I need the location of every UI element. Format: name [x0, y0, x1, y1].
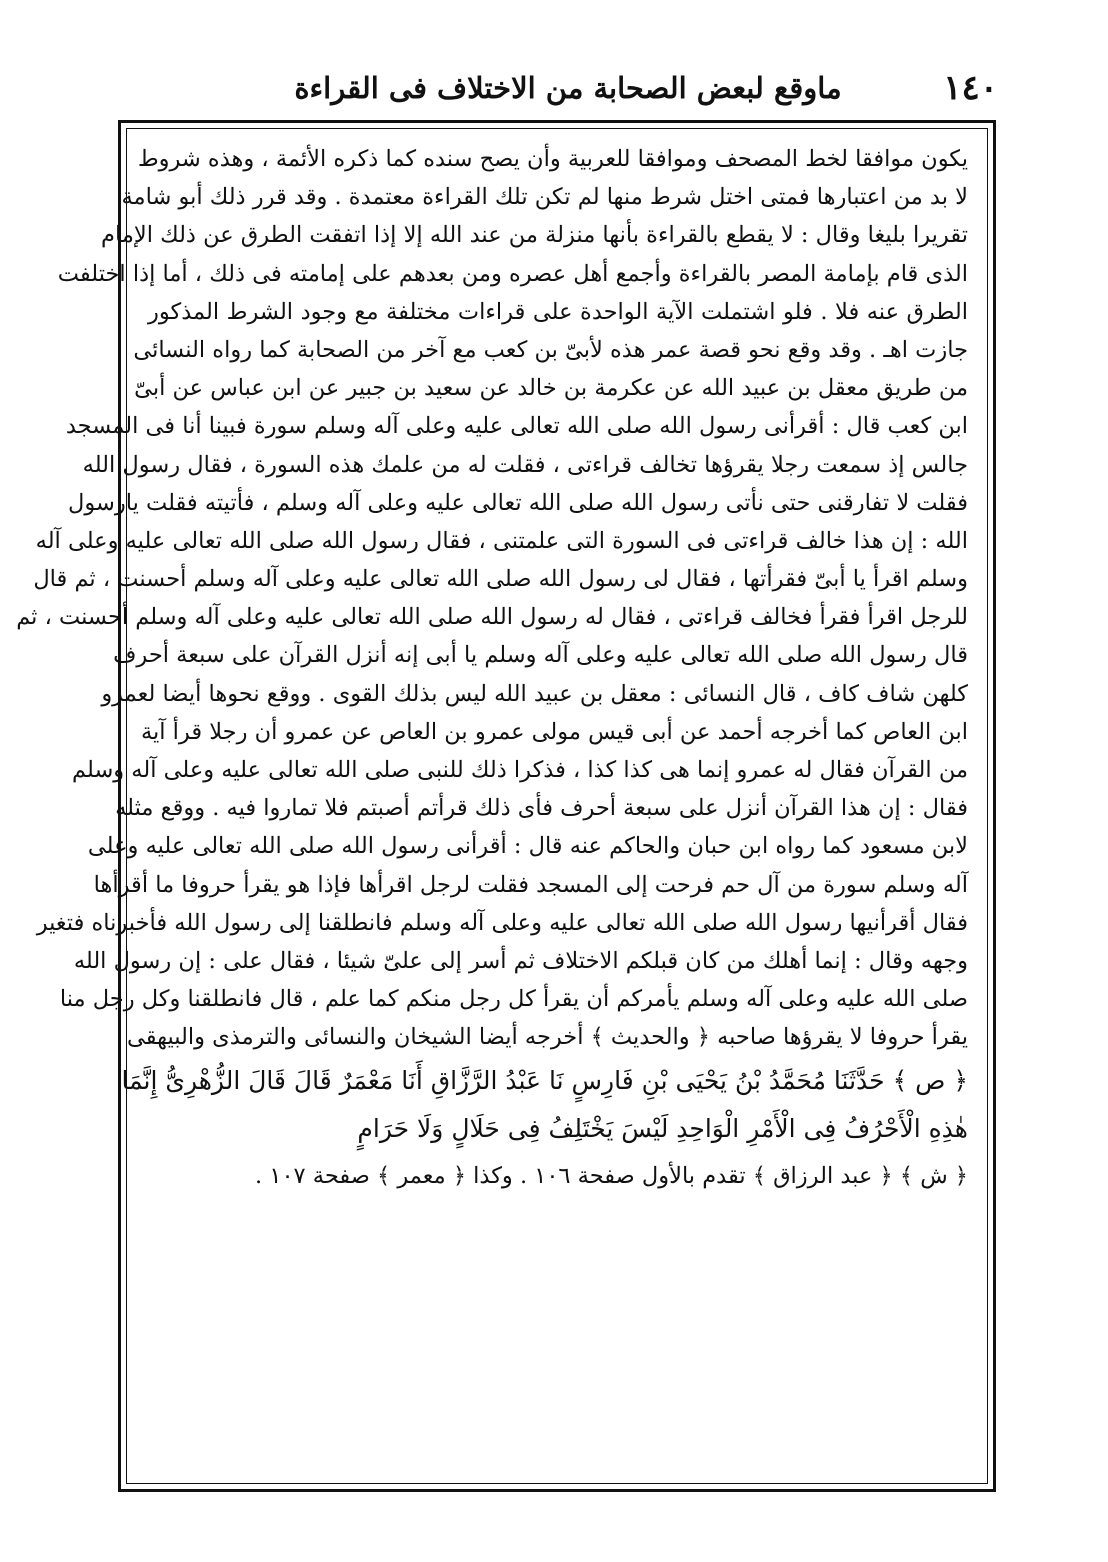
text-line: جالس إذ سمعت رجلا يقرؤها تخالف قراءتى ، فقلت له من علمك هذه السورة ، فقال رسول الله — [82, 451, 968, 478]
text-line: قال رسول الله صلى الله تعالى عليه وعلى آله وسلم يا أبى إنه أنزل القرآن على سبعة أحرف — [113, 642, 968, 669]
text-line: لا بد من اعتبارها فمتى اختل شرط منها لم تكن تلك القراءة معتمدة . وقد قرر ذلك أبو شامة — [121, 184, 968, 211]
text-line: الذى قام بإمامة المصر بالقراءة وأجمع أهل عصره ومن بعدهم على إمامته فى ذلك ، أما إذا اختلفت — [57, 260, 968, 287]
text-line: الطرق عنه فلا . فلو اشتملت الآية الواحدة على قراءات مختلفة مع وجود الشرط المذكور — [148, 298, 968, 325]
text-line: ابن العاص كما أخرجه أحمد عن أبى قيس مولى عمرو بن العاص عن عمرو أن رجلا قرأ آية — [140, 718, 968, 745]
text-line: من القرآن فقال له عمرو إنما هى كذا كذا ، فذكرا ذلك للنبى صلى الله تعالى عليه وعلى آله وسلم — [72, 757, 968, 783]
hadith-text-line: هٰذِهِ الْأَحْرُفُ فِى الْأَمْرِ الْوَاحِدِ لَيْسَ يَخْتَلِفُ فِى حَلَالٍ وَلَا حَرَامٍ — [357, 1113, 968, 1143]
text-line: تقريرا بليغا وقال : لا يقطع بالقراءة بأنها منزلة من عند الله إلا إذا اتفقت الطرق عن ذلك الإمام — [101, 222, 968, 249]
text-line: للرجل اقرأ فقرأ فخالف قراءتى ، فقال له رسول الله صلى الله تعالى عليه وعلى آله وسلم أحسنت ، ثم — [16, 604, 968, 631]
text-line: كلهن شاف كاف ، قال النسائى : معقل بن عبيد الله ليس بذلك القوى . ووقع نحوها أيضا لعمرو — [101, 680, 968, 707]
text-line: آله وسلم سورة من آل حم فرحت إلى المسجد فقلت لرجل اقرأها فإذا هو يقرأ حروفا ما أقرأها — [93, 871, 968, 898]
page-number: ١٤٠ — [943, 68, 998, 108]
text-line: يكون موافقا لخط المصحف وموافقا للعربية وأن يصح سنده كما ذكره الأئمة ، وهذه شروط — [137, 146, 968, 172]
main-text — [16, 140, 968, 1199]
text-line: الله : إن هذا خالف قراءتى فى السورة التى علمتنى ، فقال رسول الله صلى الله تعالى عليه وعلى آله — [35, 527, 968, 554]
commentary-note-line: ﴿ ش ﴾ ﴿ عبد الرزاق ﴾ تقدم بالأول صفحة ١٠٦ . وكذا ﴿ معمر ﴾ صفحة ١٠٧ . — [255, 1162, 968, 1189]
page-header — [118, 62, 998, 114]
text-line: من طريق معقل بن عبيد الله عن عكرمة بن خالد عن سعيد بن جبير عن ابن عباس عن أبىّ — [134, 375, 968, 402]
text-line: فقلت لا تفارقنى حتى نأتى رسول الله صلى الله تعالى عليه وعلى آله وسلم ، فأتيته فقلت يارسول — [68, 489, 968, 516]
text-line: فقال أقرأنيها رسول الله صلى الله تعالى عليه وعلى آله وسلم فانطلقنا إلى رسول الله فأخبرناه فتغير — [36, 909, 968, 936]
text-line: يقرأ حروفا لا يقرؤها صاحبه ﴿ والحديث ﴾ أخرجه أيضا الشيخان والنسائى والترمذى والبيهقى — [126, 1024, 968, 1051]
text-line: لابن مسعود كما رواه ابن حبان والحاكم عنه قال : أقرأنى رسول الله صلى الله تعالى عليه وعلى — [87, 833, 968, 860]
text-line: فقال : إن هذا القرآن أنزل على سبعة أحرف فأى ذلك قرأتم أصبتم فلا تماروا فيه . ووقع مثله — [115, 795, 968, 822]
hadith-text-line: ﴿ ص ﴾ حَدَّثَنَا مُحَمَّدُ بْنُ يَحْيَى بْنِ فَارِسٍ نَا عَبْدُ الرَّزَّاقِ أَنَا مَعْمَرٌ قَالَ قَالَ الزُّهْرِىُّ إِنَّمَا — [121, 1065, 968, 1095]
text-line: وسلم اقرأ يا أبىّ فقرأتها ، فقال لى رسول الله صلى الله تعالى عليه وعلى آله وسلم أحسنت ، ثم قال — [33, 566, 968, 593]
text-line: جازت اهـ . وقد وقع نحو قصة عمر هذه لأبىّ بن كعب مع آخر من الصحابة كما رواه النسائى — [133, 336, 968, 363]
text-line: ابن كعب قال : أقرأنى رسول الله صلى الله تعالى عليه وعلى آله وسلم سورة فبينا أنا فى المسجد — [65, 413, 968, 440]
text-line: وجهه وقال : إنما أهلك من كان قبلكم الاختلاف ثم أسر إلى علىّ شيئا ، فقال على : إن رسول الله — [73, 947, 968, 974]
text-line: صلى الله عليه وعلى آله وسلم يأمركم أن يقرأ كل رجل منكم كما علم ، قال فانطلقنا وكل رجل منا — [59, 986, 968, 1013]
running-title: ماوقع لبعض الصحابة من الاختلاف فى القراءة — [294, 71, 842, 105]
